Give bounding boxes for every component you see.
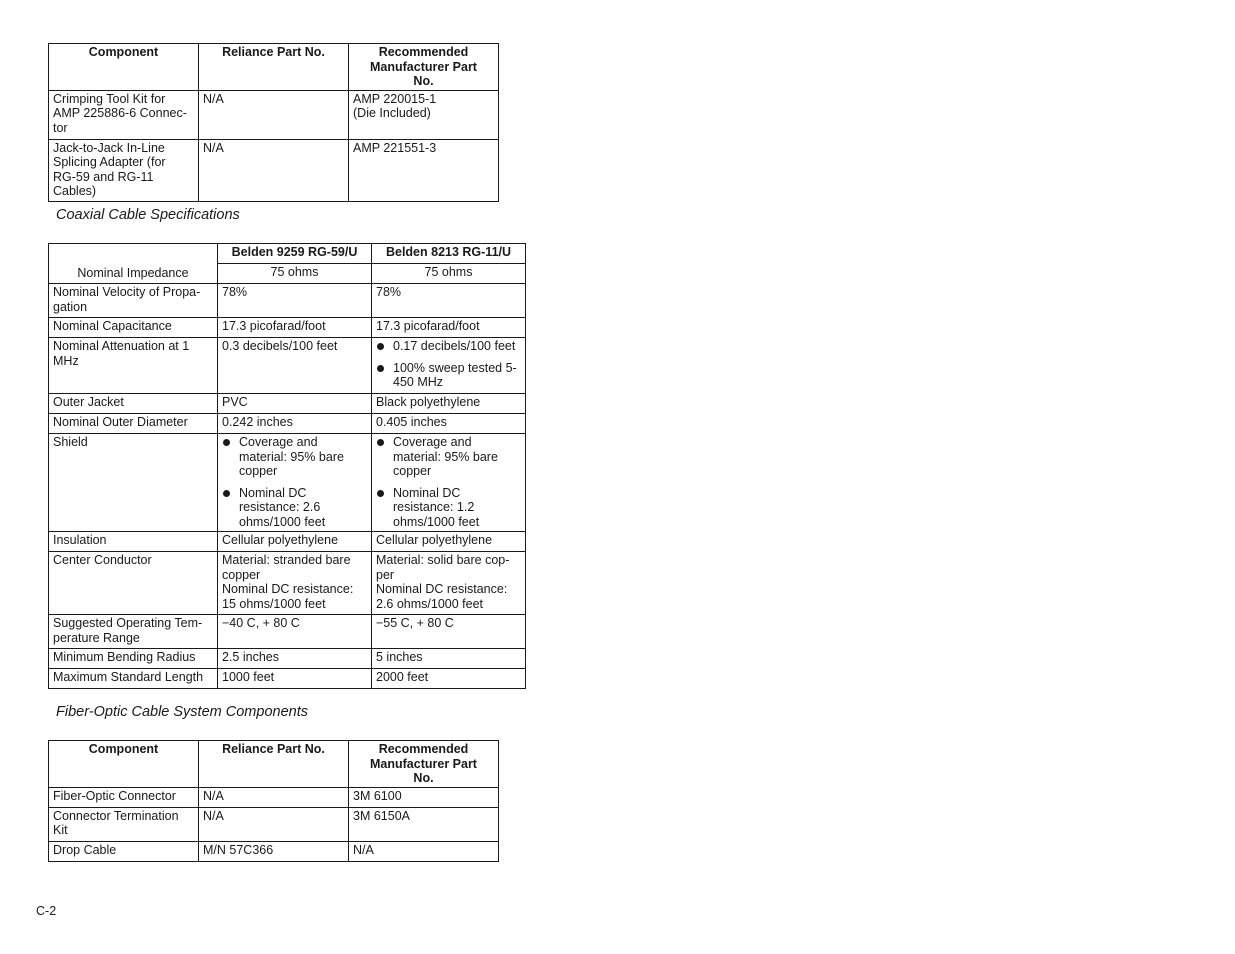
- rg11-cell: Black polyethylene: [372, 394, 526, 414]
- rg11-cell: 0.405 inches: [372, 414, 526, 434]
- cell-line: Nominal DC resistance: 15 ohms/1000 feet: [222, 582, 354, 611]
- bullet-icon: [377, 490, 384, 497]
- rg59-cell: 0.242 inches: [218, 414, 372, 434]
- table-header-row: [49, 44, 499, 91]
- fiber-components-caption: Fiber-Optic Cable System Components: [56, 704, 308, 720]
- reliance-part-cell: M/N 57C366: [199, 841, 349, 861]
- rg59-cell: 75 ohms: [218, 264, 372, 284]
- column-header: Component: [49, 741, 199, 788]
- bullet-item: [376, 361, 521, 390]
- column-header-rg59: Belden 9259 RG-59/U: [218, 244, 372, 264]
- manufacturer-part-cell: N/A: [349, 841, 499, 861]
- rg59-cell: 2.5 inches: [218, 649, 372, 669]
- rg11-cell: −55 C, + 80 C: [372, 615, 526, 649]
- cell-line: Nominal DC resistance: 2.6 ohms/1000 feet: [376, 582, 508, 611]
- bullet-icon: [223, 490, 230, 497]
- bullet-list: [376, 339, 521, 390]
- manufacturer-part-cell: 3M 6150A: [349, 807, 499, 841]
- table-row: [49, 414, 526, 434]
- rg59-cell: PVC: [218, 394, 372, 414]
- table-row: [49, 649, 526, 669]
- column-header: Reliance Part No.: [199, 44, 349, 91]
- rg11-cell: 75 ohms: [372, 264, 526, 284]
- bullet-text: Nominal DC resistance: 1.2 ohms/1000 feet: [393, 485, 480, 529]
- bullet-item: [222, 486, 357, 530]
- coax-specs-caption: Coaxial Cable Specifications: [56, 207, 240, 223]
- component-cell: Drop Cable: [49, 841, 199, 861]
- table-row: [49, 338, 526, 394]
- table-row: [49, 669, 526, 689]
- row-label: Center Conductor: [49, 552, 218, 615]
- table-row: [49, 434, 526, 532]
- rg59-cell: 17.3 picofarad/foot: [218, 318, 372, 338]
- table-row: [49, 552, 526, 615]
- row-label: Maximum Standard Length: [49, 669, 218, 689]
- bullet-item: [376, 339, 521, 354]
- bullet-text: Nominal DC resistance: 2.6 ohms/1000 feet: [239, 485, 326, 529]
- bullet-item: [222, 435, 357, 479]
- row-label: Nominal Capacitance: [49, 318, 218, 338]
- bullet-icon: [377, 439, 384, 446]
- table-row: [49, 394, 526, 414]
- coax-specs-table: [48, 243, 526, 689]
- row-label: Nominal Impedance: [77, 265, 189, 280]
- bullet-text: Coverage and material: 95% bare copper: [239, 435, 344, 478]
- rg59-cell: Cellular polyethylene: [218, 532, 372, 552]
- row-label: Insulation: [49, 532, 218, 552]
- column-header: Recommended Manufacturer Part No.: [349, 44, 499, 91]
- table-row: [49, 284, 526, 318]
- coax-components-table: [48, 43, 499, 202]
- component-cell: Connector Termination Kit: [49, 807, 199, 841]
- column-header: Reliance Part No.: [199, 741, 349, 788]
- fiber-components-table: [48, 740, 499, 862]
- manufacturer-part-cell: AMP 221551-3: [349, 139, 499, 201]
- row-label: Suggested Operating Tem-perature Range: [49, 615, 218, 649]
- bullet-icon: [377, 365, 384, 372]
- rg11-cell: 17.3 picofarad/foot: [372, 318, 526, 338]
- row-label: Nominal Velocity of Propa-gation: [49, 284, 218, 318]
- rg11-cell: [372, 338, 526, 394]
- column-header: Recommended Manufacturer Part No.: [349, 741, 499, 788]
- reliance-part-cell: N/A: [199, 787, 349, 807]
- table-row: [49, 318, 526, 338]
- row-label: Shield: [49, 434, 218, 532]
- reliance-part-cell: N/A: [199, 807, 349, 841]
- rg11-cell: [372, 552, 526, 615]
- component-cell: Jack-to-Jack In-Line Splicing Adapter (for RG-59 and RG-11 Cables): [49, 139, 199, 201]
- bullet-icon: [223, 439, 230, 446]
- table-header-row: [49, 741, 499, 788]
- page-number: C-2: [36, 904, 57, 918]
- rg59-cell: −40 C, + 80 C: [218, 615, 372, 649]
- row-label: Outer Jacket: [49, 394, 218, 414]
- table-row: [49, 841, 499, 861]
- table-row: [49, 532, 526, 552]
- bullet-item: [376, 435, 511, 479]
- bullet-text: 100% sweep tested 5-450 MHz: [393, 360, 517, 389]
- manufacturer-part-cell: AMP 220015-1 (Die Included): [349, 90, 499, 139]
- rg11-cell: 78%: [372, 284, 526, 318]
- reliance-part-cell: N/A: [199, 90, 349, 139]
- bullet-item: [376, 486, 511, 530]
- rg59-cell: 78%: [218, 284, 372, 318]
- row-label: Nominal Outer Diameter: [49, 414, 218, 434]
- cell-line: Material: stranded bare copper: [222, 553, 351, 582]
- row-label: Nominal Attenuation at 1 MHz: [49, 338, 218, 394]
- table-row: [49, 807, 499, 841]
- bullet-list: [222, 435, 357, 529]
- bullet-text: Coverage and material: 95% bare copper: [393, 435, 498, 478]
- empty-header-cell: [49, 244, 218, 284]
- table-row: [49, 787, 499, 807]
- rg59-cell: 0.3 decibels/100 feet: [218, 338, 372, 394]
- specs-header-row: [49, 244, 526, 264]
- column-header: Component: [49, 44, 199, 91]
- rg59-cell: [218, 434, 372, 532]
- rg11-cell: Cellular polyethylene: [372, 532, 526, 552]
- rg59-cell: [218, 552, 372, 615]
- column-header-rg11: Belden 8213 RG-11/U: [372, 244, 526, 264]
- table-row: [49, 615, 526, 649]
- table-row: [49, 139, 499, 201]
- bullet-icon: [377, 343, 384, 350]
- rg11-cell: [372, 434, 526, 532]
- reliance-part-cell: N/A: [199, 139, 349, 201]
- cell-line: Material: solid bare cop-per: [376, 553, 510, 582]
- rg11-cell: 2000 feet: [372, 669, 526, 689]
- component-cell: Fiber-Optic Connector: [49, 787, 199, 807]
- bullet-text: 0.17 decibels/100 feet: [393, 339, 516, 353]
- component-cell: Crimping Tool Kit for AMP 225886-6 Connec-tor: [49, 90, 199, 139]
- manufacturer-part-cell: 3M 6100: [349, 787, 499, 807]
- table-row: [49, 90, 499, 139]
- row-label: Minimum Bending Radius: [49, 649, 218, 669]
- rg59-cell: 1000 feet: [218, 669, 372, 689]
- bullet-list: [376, 435, 511, 529]
- rg11-cell: 5 inches: [372, 649, 526, 669]
